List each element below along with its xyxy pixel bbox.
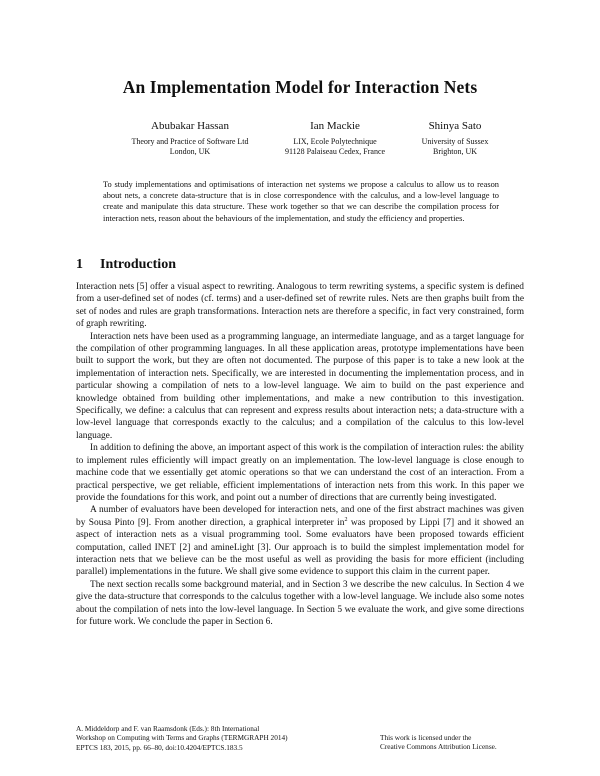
affiliation-line: LIX, Ecole Polytechnique	[293, 137, 377, 146]
paragraph-1: Interaction nets [5] offer a visual aspect to rewriting. Analogous to term rewriting systems, a specific system is defined from a user-defined set of nodes (cf. terms) and a user-defined set of rewrite rules. Nets are then graphs built from the set of nodes and rules are graph transformations. Interaction nets are therefore a specific, in fact very constrained, form of graph rewriting.	[76, 282, 524, 330]
license-link[interactable]: Creative Commons Attribution License.	[380, 742, 497, 752]
abstract: To study implementations and optimisations of interaction net systems we propose a calculus to allow us to reason about nets, a concrete data-structure that is in close correspondence with the calculus, and a low-level language to create and manipulate this data structure. These work together so that we can describe the compilation process for interaction nets, reason about the behaviours of the implementation, and study the efficiency and properties.	[103, 180, 499, 223]
paragraph-4	[76, 504, 524, 578]
section-number: 1	[76, 257, 83, 272]
footer-line: A. Middeldorp and F. van Raamsdonk (Eds.): 8th International	[76, 724, 260, 733]
paragraph-2: Interaction nets have been used as a programming language, an intermediate language, and as a target language for the compilation of other programming languages. In all these application areas, prototype implementations have been built to support the work, but they are often not documented. The purpose of this paper is to take a new look at the implementation of interaction nets. Specifically, we are interested in documenting the implementation process, and in particular showing a compilation of nets to a low-level language. We aim to build on the past experience and knowledge obtained from building other implementations, and make a new contribution to this investigation. Specifically, we define: a calculus that can represent and express results about interaction nets; a data-structure with a low-level language that corresponds exactly to the calculus; and a compilation of the calculus to this low-level language.	[76, 331, 524, 441]
author-name: Ian Mackie	[310, 120, 360, 132]
paragraph-3: In addition to defining the above, an important aspect of this work is the compilation of interaction rules: the ability to implement rules efficiently will impact greatly on an implementation. The low-level language is close enough to machine code that we essentially get atomic operations so that we can understand the cost of an interaction. From a practical perspective, we get reliable, efficient implementations of interaction nets from this work. In this paper we provide the foundations for this work, and point out a number of directions that are currently being investigated.	[76, 443, 524, 503]
section-heading	[76, 257, 176, 273]
author-affiliation	[270, 137, 400, 157]
author-block-2	[270, 120, 400, 157]
affiliation-line: Brighton, UK	[433, 147, 477, 156]
paragraph-5: The next section recalls some background material, and in Section 3 we describe the new calculus. In Section 4 we give the data-structure that corresponds to the calculus together with a low-level language. We include also some notes about the compilation of nets into the low-level language. In Section 5 we evaluate the work, and give some directions for future work. We conclude the paper in Section 6.	[76, 579, 524, 627]
author-block-3	[400, 120, 510, 157]
paper-title: An Implementation Model for Interaction Nets	[122, 77, 478, 97]
affiliation-line: Theory and Practice of Software Ltd	[131, 137, 249, 146]
author-affiliation	[120, 137, 260, 157]
citation-footer	[76, 724, 366, 752]
paragraph-text: was proposed by Lippi [7] and it showed an aspect of interaction nets as a visual programming tool. Some evaluators have been proposed towards efficient computation, called INET [2] and amineLight [3]. Our approach is to build the simplest implementation model for interaction nets that we believe can be the most useful as well as providing the basis for more efficient (including parallel) implementations in the future. We shall give some evidence to support this claim in the current paper.	[76, 517, 524, 578]
affiliation-line: London, UK	[169, 147, 211, 156]
footer-line: This work is licensed under the	[380, 733, 472, 742]
superscript: 2	[344, 516, 348, 523]
author-name: Shinya Sato	[428, 120, 482, 132]
author-affiliation	[400, 137, 510, 157]
footer-line: EPTCS 183, 2015, pp. 66–80, doi:10.4204/EPTCS.183.5	[76, 742, 243, 752]
affiliation-line: 91128 Palaiseau Cedex, France	[284, 147, 386, 156]
affiliation-line: University of Sussex	[421, 137, 489, 146]
footer-line: Workshop on Computing with Terms and Graphs (TERMGRAPH 2014)	[76, 733, 288, 743]
author-name: Abubakar Hassan	[151, 120, 229, 132]
author-block-1	[120, 120, 260, 157]
paragraph-text: A number of evaluators have been developed for interaction nets, and one of the first abstract machines was given by Sousa Pinto [9]. From another direction, a graphical interpreter in	[76, 505, 524, 528]
section-title: Introduction	[100, 257, 176, 272]
license-footer	[380, 733, 540, 752]
section-body	[76, 281, 524, 628]
